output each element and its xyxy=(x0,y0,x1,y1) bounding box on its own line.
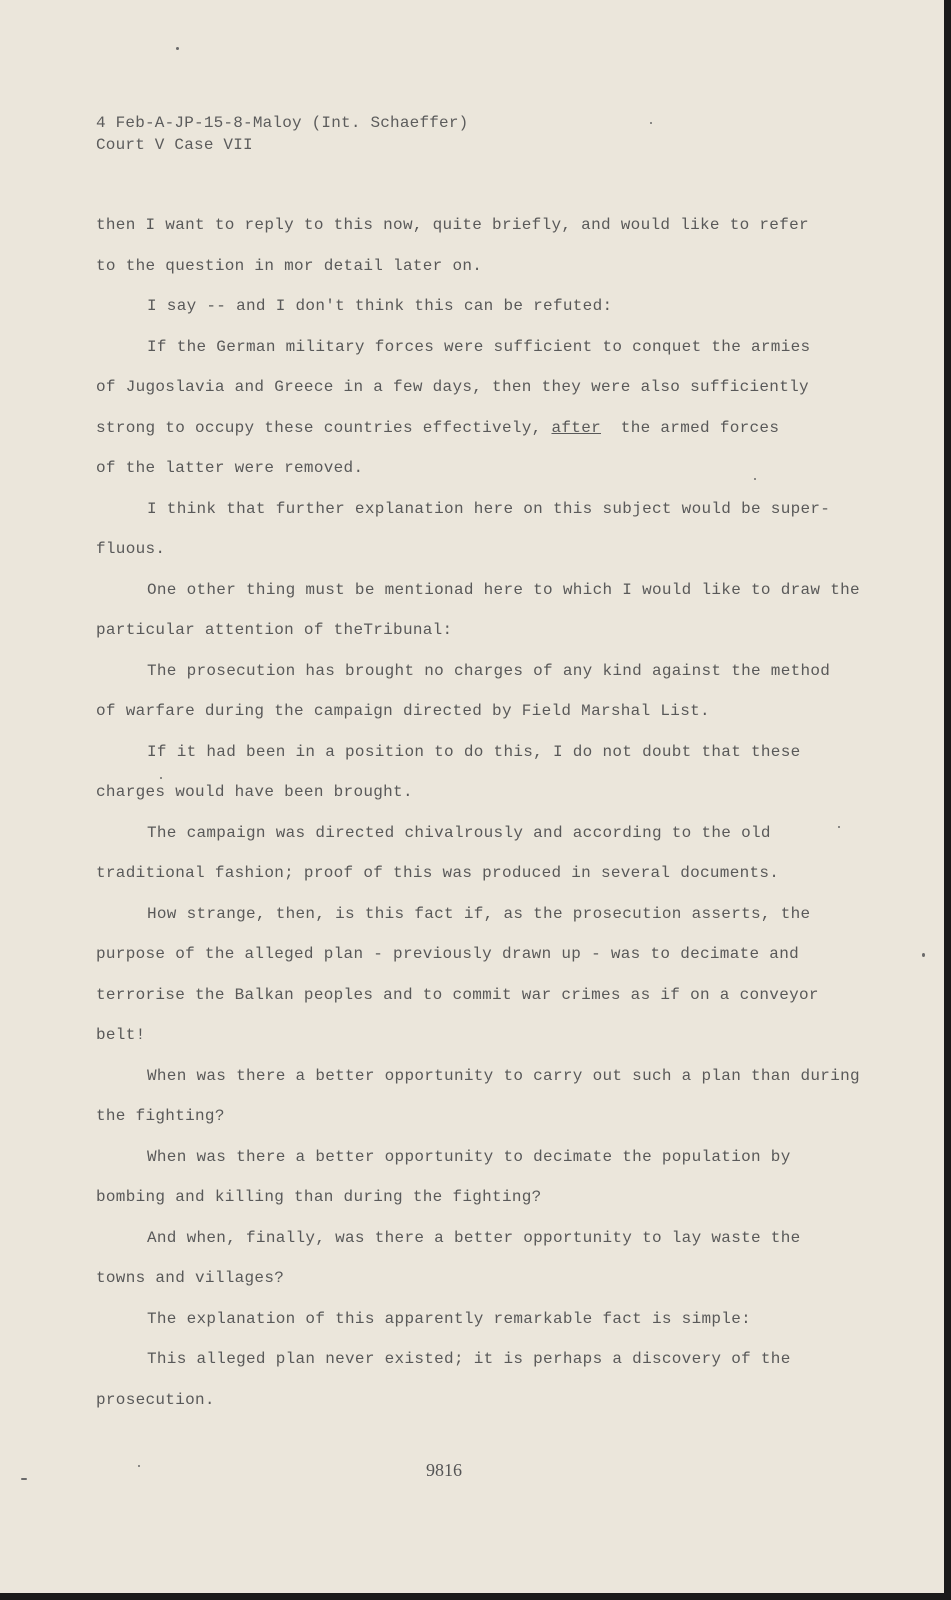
text-line: charges would have been brought. xyxy=(96,783,413,801)
transcript-body xyxy=(96,214,896,1429)
text-line: purpose of the alleged plan - previously drawn up - was to decimate and xyxy=(96,945,800,963)
text-line: This alleged plan never existed; it is perhaps a discovery of the xyxy=(147,1350,791,1368)
paper-speck xyxy=(650,122,652,124)
document-header xyxy=(96,112,468,156)
paper-speck xyxy=(21,1478,27,1480)
text-line: belt! xyxy=(96,1026,146,1044)
text-line: the fighting? xyxy=(96,1107,225,1125)
text-line: The prosecution has brought no charges of any kind against the method xyxy=(147,661,831,680)
page-number: 9816 xyxy=(426,1460,462,1480)
text-line: prosecution. xyxy=(96,1390,215,1409)
text-line: to the question in mor detail later on. xyxy=(96,256,483,275)
text-line: particular attention of theTribunal: xyxy=(96,621,453,639)
text-line: If it had been in a position to do this, I do not doubt that these xyxy=(147,742,801,761)
text-line: of warfare during the campaign directed by Field Marshal List. xyxy=(96,702,710,720)
paper-speck xyxy=(922,953,925,957)
text-line: When was there a better opportunity to carry out such a plan than during xyxy=(147,1066,860,1085)
text-line: towns and villages? xyxy=(96,1269,285,1287)
text-line: I think that further explanation here on this subject would be super- xyxy=(147,499,831,518)
text-line: of the latter were removed. xyxy=(96,459,364,477)
paper-speck xyxy=(838,826,840,828)
text-line: bombing and killing than during the fighting? xyxy=(96,1188,542,1206)
paper-speck xyxy=(754,478,756,480)
paper-speck xyxy=(176,47,179,50)
text-line: The campaign was directed chivalrously and according to the old xyxy=(147,823,771,842)
text-line: terrorise the Balkan peoples and to commit war crimes as if on a conveyor xyxy=(96,985,819,1004)
text-segment: strong to occupy these countries effectively, xyxy=(96,418,542,437)
header-court-case: Court V Case VII xyxy=(96,136,253,154)
text-line: The explanation of this apparently remarkable fact is simple: xyxy=(147,1309,751,1328)
text-line: of Jugoslavia and Greece in a few days, then they were also sufficiently xyxy=(96,378,809,396)
text-line: traditional fashion; proof of this was produced in several documents. xyxy=(96,864,780,882)
underlined-word: after xyxy=(551,418,601,437)
header-reference: 4 Feb-A-JP-15-8-Maloy (Int. Schaeffer) xyxy=(96,114,469,132)
text-segment: the armed forces xyxy=(601,418,780,437)
text-line: then I want to reply to this now, quite briefly, and would like to refer xyxy=(96,216,809,234)
text-line: And when, finally, was there a better opportunity to lay waste the xyxy=(147,1228,801,1247)
paper-speck xyxy=(138,1465,140,1467)
text-line: fluous. xyxy=(96,540,166,558)
text-line: When was there a better opportunity to decimate the population by xyxy=(147,1147,791,1166)
paper-speck xyxy=(160,777,162,779)
text-line: If the German military forces were sufficient to conquet the armies xyxy=(147,337,811,356)
text-line: I say -- and I don't think this can be refuted: xyxy=(147,297,613,315)
text-line: How strange, then, is this fact if, as the prosecution asserts, the xyxy=(147,904,811,923)
text-line: One other thing must be mentionad here to which I would like to draw the xyxy=(147,580,860,599)
text-line xyxy=(96,417,896,458)
